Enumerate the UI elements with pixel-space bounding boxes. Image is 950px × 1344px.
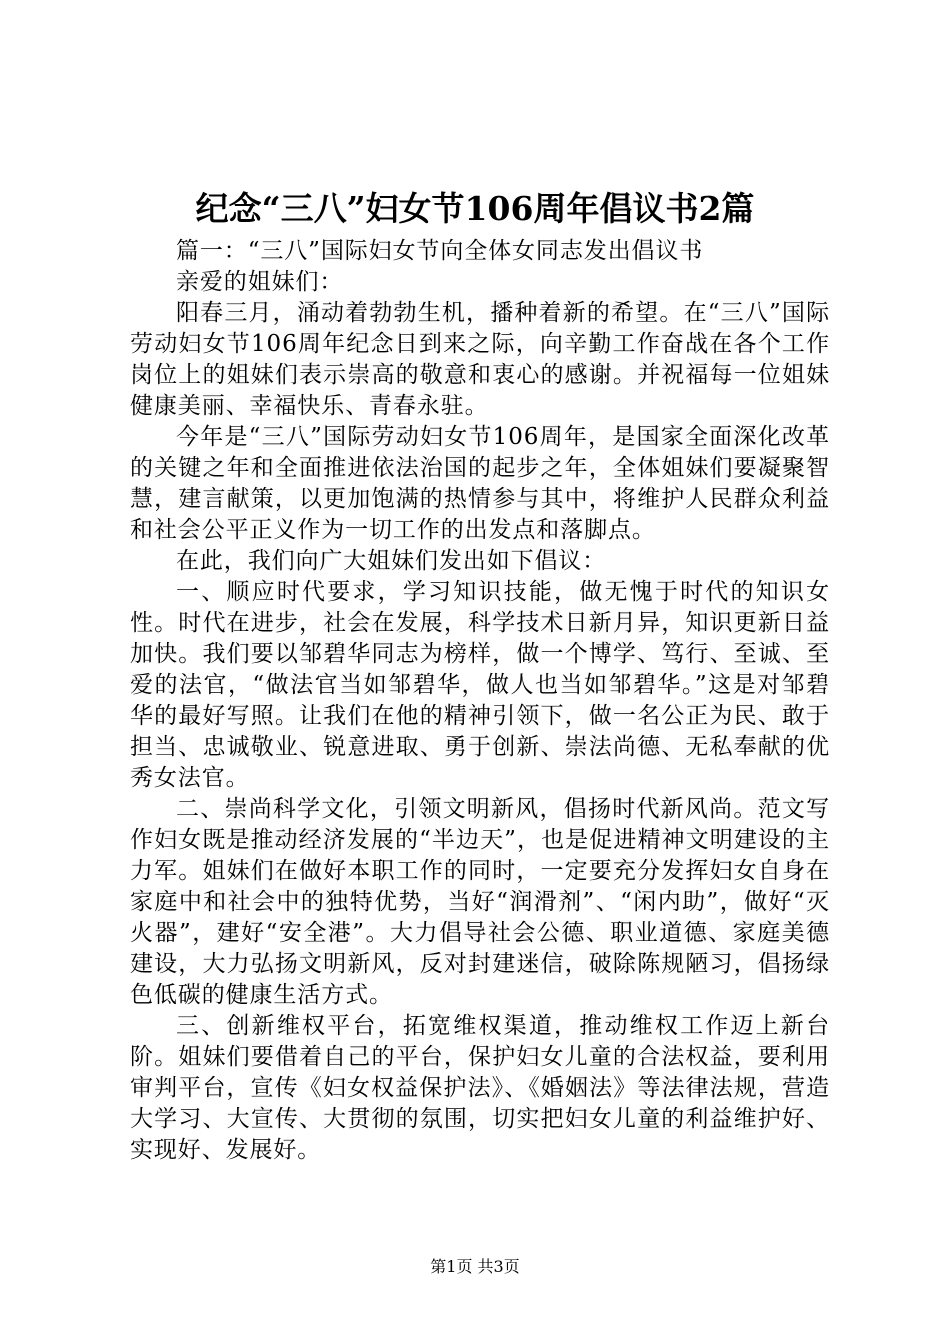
paragraph: 三、创新维权平台，拓宽维权渠道，推动维权工作迈上新台阶。姐妹们要借着自己的平台，保护妇女儿童的合法权益，要利用审判平台，宣传《妇女权益保护法》、《婚姻法》等法律法规，营造大学习、大宣传、大贯彻的氛围，切实把妇女儿童的利益维护好、实现好、发展好。: [130, 1013, 830, 1163]
document-title: 纪念“三八”妇女节106周年倡议书2篇: [195, 189, 755, 228]
document-body: [130, 236, 830, 1166]
page-number: 第1页 共3页: [430, 1257, 520, 1276]
paragraph: 在此，我们向广大姐妹们发出如下倡议：: [176, 548, 607, 574]
paragraph: 阳春三月，涌动着勃勃生机，播种着新的希望。在“三八”国际劳动妇女节106周年纪念日到来之际，向辛勤工作奋战在各个工作岗位上的姐妹们表示崇高的敬意和衷心的感谢。并祝福每一位姐妹健康美丽、幸福快乐、青春永驻。: [130, 300, 830, 419]
paragraph: 二、崇尚科学文化，引领文明新风，倡扬时代新风尚。范文写作妇女既是推动经济发展的“半边天”，也是促进精神文明建设的主力军。姐妹们在做好本职工作的同时，一定要充分发挥妇女自身在家庭中和社会中的独特优势，当好“润滑剂”、“闲内助”，做好“灭火器”，建好“安全港”。大力倡导社会公德、职业道德、家庭美德建设，大力弘扬文明新风，反对封建迷信，破除陈规陋习，倡扬绿色低碳的健康生活方式。: [130, 796, 830, 1008]
section-heading: 篇一：“三八”国际妇女节向全体女同志发出倡议书: [176, 238, 704, 264]
salutation: 亲爱的姐妹们：: [176, 269, 344, 295]
paragraph: 今年是“三八”国际劳动妇女节106周年，是国家全面深化改革的关键之年和全面推进依法治国的起步之年，全体姐妹们要凝聚智慧，建言献策，以更加饱满的热情参与其中，将维护人民群众利益和社会公平正义作为一切工作的出发点和落脚点。: [130, 424, 830, 543]
paragraph: 一、顺应时代要求，学习知识技能，做无愧于时代的知识女性。时代在进步，社会在发展，科学技术日新月异，知识更新日益加快。我们要以邹碧华同志为榜样，做一个博学、笃行、至诚、至爱的法官，“做法官当如邹碧华，做人也当如邹碧华。”这是对邹碧华的最好写照。让我们在他的精神引领下，做一名公正为民、敢于担当、忠诚敬业、锐意进取、勇于创新、崇法尚德、无私奉献的优秀女法官。: [130, 579, 830, 791]
